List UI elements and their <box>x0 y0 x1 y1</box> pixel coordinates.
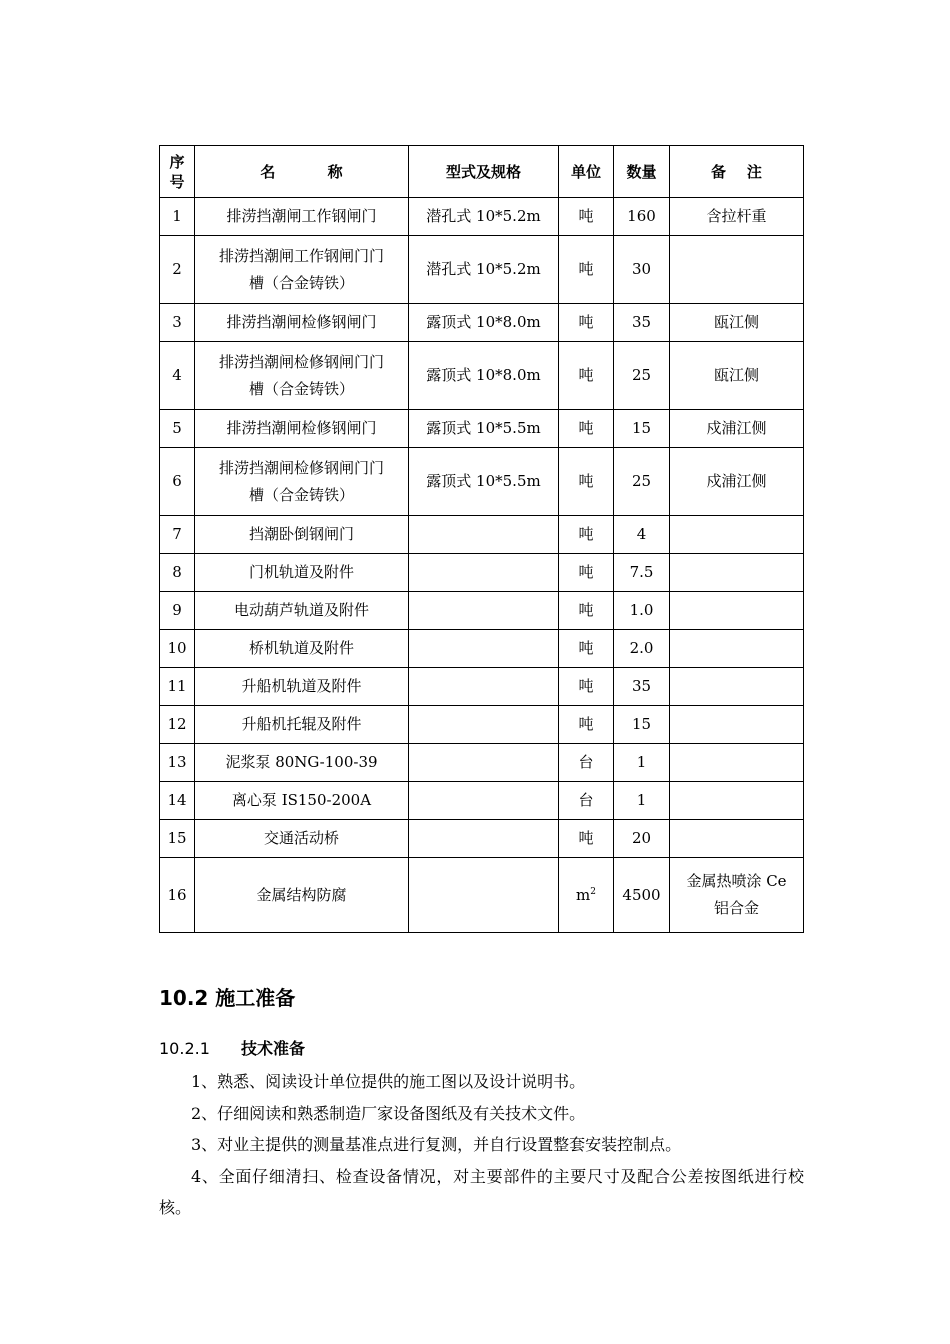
cell-spec <box>409 706 559 744</box>
cell-unit <box>559 744 614 782</box>
cell-spec <box>409 820 559 858</box>
cell-unit <box>559 592 614 630</box>
cell-name-line1: 离心泵 IS150-200A <box>231 791 372 809</box>
cell-name-line1: 升船机托辊及附件 <box>241 715 362 733</box>
cell-spec: 露顶式 10*5.5m <box>409 448 559 516</box>
cell-name <box>195 448 409 516</box>
cell-unit <box>559 410 614 448</box>
cell-index: 10 <box>160 630 195 668</box>
cell-name <box>195 342 409 410</box>
cell-qty: 2.0 <box>614 630 670 668</box>
cell-name-line1: 交通活动桥 <box>263 829 339 847</box>
cell-name-line1: 门机轨道及附件 <box>248 563 354 581</box>
section-title: 10.2 施工准备 <box>159 986 296 1010</box>
cell-qty: 25 <box>614 448 670 516</box>
cell-unit-text: 吨 <box>578 677 594 695</box>
cell-spec <box>409 516 559 554</box>
table-row <box>160 516 804 554</box>
cell-unit-text: m <box>576 885 591 904</box>
cell-spec <box>409 782 559 820</box>
cell-note-line2: 铝合金 <box>713 899 759 917</box>
cell-spec <box>409 630 559 668</box>
cell-name <box>195 554 409 592</box>
table-row <box>160 236 804 304</box>
cell-index: 2 <box>160 236 195 304</box>
table-row <box>160 342 804 410</box>
cell-name-line1: 排涝挡潮闸工作钢闸门门 <box>218 246 384 265</box>
cell-index: 15 <box>160 820 195 858</box>
table-row <box>160 706 804 744</box>
header-unit: 单位 <box>559 146 614 198</box>
cell-unit-text: 吨 <box>578 563 594 581</box>
cell-index: 1 <box>160 198 195 236</box>
cell-name-line1: 排涝挡潮闸检修钢闸门 <box>226 419 377 437</box>
cell-note <box>670 668 804 706</box>
header-qty: 数量 <box>614 146 670 198</box>
cell-qty: 20 <box>614 820 670 858</box>
cell-name <box>195 706 409 744</box>
cell-note-line1: 戍浦江侧 <box>706 419 767 437</box>
cell-note <box>670 820 804 858</box>
cell-name <box>195 410 409 448</box>
cell-note <box>670 410 804 448</box>
cell-name-line1: 排涝挡潮闸检修钢闸门门 <box>218 458 384 477</box>
cell-note <box>670 304 804 342</box>
cell-spec <box>409 858 559 933</box>
cell-name <box>195 630 409 668</box>
cell-note <box>670 516 804 554</box>
cell-spec <box>409 744 559 782</box>
cell-spec: 露顶式 10*5.5m <box>409 410 559 448</box>
cell-name <box>195 744 409 782</box>
cell-note <box>670 630 804 668</box>
cell-spec: 潜孔式 10*5.2m <box>409 198 559 236</box>
cell-index: 13 <box>160 744 195 782</box>
cell-unit-text: 吨 <box>578 366 594 384</box>
cell-qty: 1 <box>614 782 670 820</box>
cell-name <box>195 858 409 933</box>
cell-unit-text: 吨 <box>578 715 594 733</box>
cell-name <box>195 516 409 554</box>
cell-unit-text: 吨 <box>578 525 594 543</box>
cell-note <box>670 706 804 744</box>
cell-unit <box>559 858 614 933</box>
cell-spec: 潜孔式 10*5.2m <box>409 236 559 304</box>
cell-unit <box>559 668 614 706</box>
cell-note <box>670 198 804 236</box>
cell-qty: 160 <box>614 198 670 236</box>
cell-note-line1: 瓯江侧 <box>713 313 759 331</box>
cell-name-line1: 金属结构防腐 <box>256 885 347 904</box>
table-row <box>160 198 804 236</box>
cell-index: 4 <box>160 342 195 410</box>
cell-qty: 35 <box>614 668 670 706</box>
cell-name-line2: 槽（合金铸铁） <box>248 379 354 398</box>
cell-name-line1: 排涝挡潮闸检修钢闸门门 <box>218 352 384 371</box>
cell-unit-text: 吨 <box>578 313 594 331</box>
cell-unit-text: 吨 <box>578 207 594 225</box>
cell-unit <box>559 516 614 554</box>
cell-spec <box>409 592 559 630</box>
cell-qty: 7.5 <box>614 554 670 592</box>
cell-unit-superscript: 2 <box>590 886 596 897</box>
cell-unit-text: 台 <box>578 791 594 809</box>
cell-index: 14 <box>160 782 195 820</box>
header-name: 名 称 <box>195 146 409 198</box>
paragraphs <box>159 1066 804 1224</box>
cell-unit <box>559 448 614 516</box>
table-row <box>160 820 804 858</box>
cell-unit-text: 吨 <box>578 601 594 619</box>
paragraph-3: 3、对业主提供的测量基准点进行复测，并自行设置整套安装控制点。 <box>191 1135 682 1154</box>
cell-spec: 露顶式 10*8.0m <box>409 304 559 342</box>
paragraph-4: 4、全面仔细清扫、检查设备情况，对主要部件的主要尺寸及配合公差按图纸进行校核。 <box>159 1166 804 1217</box>
cell-name <box>195 198 409 236</box>
cell-name <box>195 820 409 858</box>
cell-qty: 30 <box>614 236 670 304</box>
table-row <box>160 410 804 448</box>
cell-index: 8 <box>160 554 195 592</box>
paragraph-1: 1、熟悉、阅读设计单位提供的施工图以及设计说明书。 <box>191 1072 586 1091</box>
cell-qty: 15 <box>614 410 670 448</box>
cell-note <box>670 782 804 820</box>
cell-index: 5 <box>160 410 195 448</box>
cell-name-line2: 槽（合金铸铁） <box>248 273 354 292</box>
cell-index: 3 <box>160 304 195 342</box>
header-index: 序号 <box>160 146 195 198</box>
cell-unit <box>559 554 614 592</box>
table-body <box>160 198 804 933</box>
cell-name <box>195 782 409 820</box>
cell-note <box>670 342 804 410</box>
table-row <box>160 448 804 516</box>
equipment-table <box>159 145 804 933</box>
cell-unit-text: 吨 <box>578 419 594 437</box>
cell-name-line1: 电动葫芦轨道及附件 <box>233 601 369 619</box>
cell-unit <box>559 198 614 236</box>
cell-unit-text: 吨 <box>578 472 594 490</box>
cell-note-line1: 戍浦江侧 <box>706 472 767 490</box>
cell-unit <box>559 706 614 744</box>
cell-name-line1: 挡潮卧倒钢闸门 <box>248 525 354 543</box>
cell-spec <box>409 668 559 706</box>
cell-note-line1: 金属热喷涂 Ce <box>686 872 787 890</box>
cell-name <box>195 236 409 304</box>
cell-note-line1: 瓯江侧 <box>713 366 759 384</box>
cell-qty: 4 <box>614 516 670 554</box>
cell-note <box>670 592 804 630</box>
cell-index: 6 <box>160 448 195 516</box>
header-note: 备 注 <box>670 146 804 198</box>
table-row <box>160 554 804 592</box>
cell-name <box>195 304 409 342</box>
cell-name-line1: 泥浆泵 80NG-100-39 <box>225 753 378 771</box>
table-row <box>160 744 804 782</box>
cell-name-line1: 排涝挡潮闸检修钢闸门 <box>226 313 377 331</box>
cell-unit-text: 吨 <box>578 260 594 278</box>
table-row <box>160 592 804 630</box>
cell-name <box>195 668 409 706</box>
cell-note <box>670 744 804 782</box>
table-row <box>160 630 804 668</box>
cell-unit <box>559 820 614 858</box>
cell-unit-text: 吨 <box>578 829 594 847</box>
subsection-heading: 技术准备 <box>241 1039 306 1058</box>
cell-index: 11 <box>160 668 195 706</box>
cell-note <box>670 448 804 516</box>
cell-unit-text: 台 <box>578 753 594 771</box>
cell-unit <box>559 236 614 304</box>
cell-name <box>195 592 409 630</box>
cell-qty: 25 <box>614 342 670 410</box>
cell-note-line1: 含拉杆重 <box>706 207 767 225</box>
cell-unit-text: 吨 <box>578 639 594 657</box>
table-row <box>160 858 804 933</box>
cell-index: 12 <box>160 706 195 744</box>
table-row <box>160 668 804 706</box>
subsection-number: 10.2.1 <box>159 1039 210 1058</box>
header-spec: 型式及规格 <box>409 146 559 198</box>
cell-spec: 露顶式 10*8.0m <box>409 342 559 410</box>
cell-unit <box>559 630 614 668</box>
subsection-title <box>159 1036 804 1059</box>
cell-note <box>670 858 804 933</box>
cell-name-line2: 槽（合金铸铁） <box>248 485 354 504</box>
cell-qty: 1.0 <box>614 592 670 630</box>
cell-qty: 4500 <box>614 858 670 933</box>
table-row <box>160 304 804 342</box>
cell-qty: 1 <box>614 744 670 782</box>
cell-index: 9 <box>160 592 195 630</box>
cell-unit <box>559 782 614 820</box>
cell-index: 16 <box>160 858 195 933</box>
cell-index: 7 <box>160 516 195 554</box>
cell-qty: 15 <box>614 706 670 744</box>
cell-name-line1: 排涝挡潮闸工作钢闸门 <box>226 207 377 225</box>
cell-qty: 35 <box>614 304 670 342</box>
table-row <box>160 782 804 820</box>
cell-name-line1: 桥机轨道及附件 <box>248 639 354 657</box>
cell-note <box>670 554 804 592</box>
cell-unit <box>559 342 614 410</box>
cell-note <box>670 236 804 304</box>
paragraph-2: 2、仔细阅读和熟悉制造厂家设备图纸及有关技术文件。 <box>191 1103 586 1123</box>
cell-spec <box>409 554 559 592</box>
cell-unit <box>559 304 614 342</box>
cell-name-line1: 升船机轨道及附件 <box>241 677 362 695</box>
table-header-row <box>160 146 804 198</box>
